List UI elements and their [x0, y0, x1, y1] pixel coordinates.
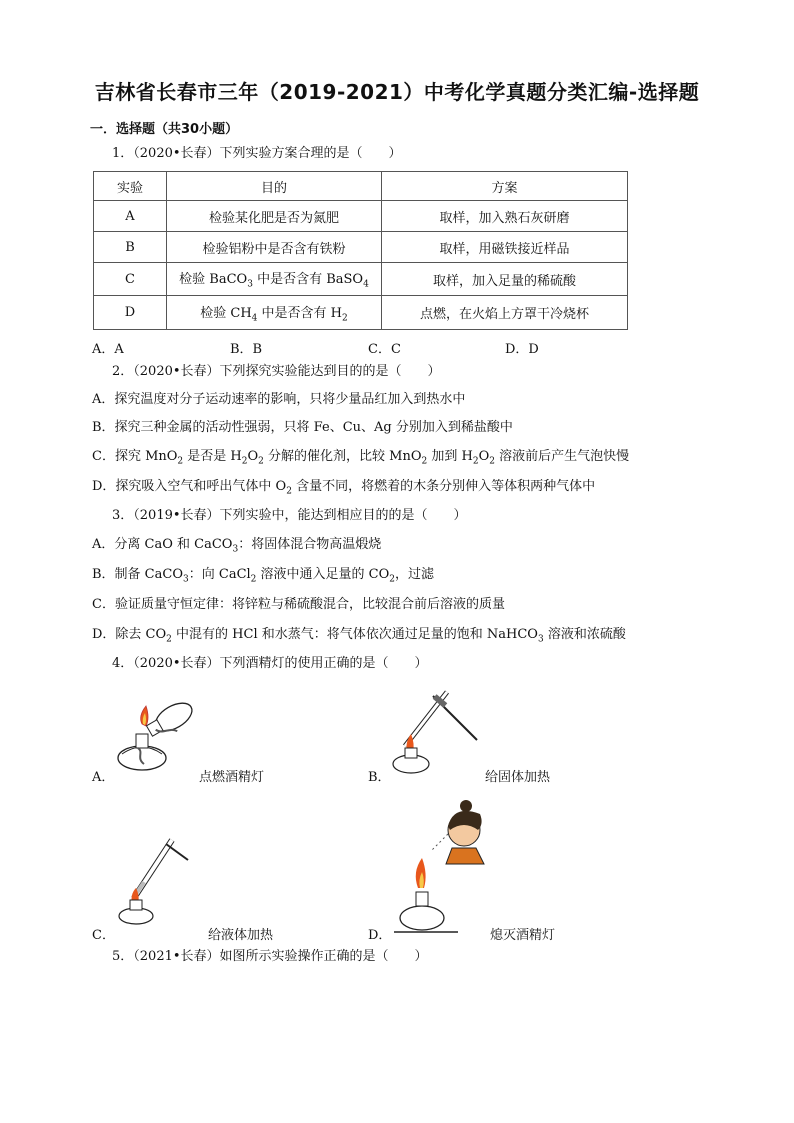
row-plan: 取样，加入熟石灰研磨	[382, 201, 628, 232]
row-plan: 取样，加入足量的稀硫酸	[382, 263, 628, 296]
q2-option-c: C．探究 MnO$_2$ 是否是 $H_2O_2$ 分解的催化剂，比较 MnO$_2$ 加到 $H_2O_2$ 溶液前后产生气泡快慢	[92, 449, 630, 467]
q1-choice-b: B．B	[230, 342, 263, 357]
q4-option-c-caption: 给液体加热	[208, 928, 274, 943]
q4-option-d-letter: D．	[368, 928, 392, 943]
heating-solid-figure	[385, 686, 485, 778]
q3-option-c: C．验证质量守恒定律：将锌粒与稀硫酸混合，比较混合前后溶液的质量	[92, 597, 505, 612]
q4-option-a-caption: 点燃酒精灯	[199, 770, 265, 785]
q2-option-a: A．探究温度对分子运动速率的影响，只将少量品红加入到热水中	[92, 392, 466, 407]
q2-stem: 2．（2020•长春）下列探究实验能达到目的的是（ ）	[112, 364, 441, 379]
section-heading: 一．选择题（共30小题）	[90, 122, 239, 137]
row-aim: 检验铝粉中是否含有铁粉	[167, 232, 382, 263]
q3-stem: 3．（2019•长春）下列实验中，能达到相应目的的是（ ）	[112, 508, 467, 523]
q4-stem: 4．（2020•长春）下列酒精灯的使用正确的是（ ）	[112, 656, 428, 671]
row-id: A	[94, 201, 167, 232]
row-id: C	[94, 263, 167, 296]
row-aim: 检验 $CH_4$ 中是否含有 $H_2$	[167, 296, 382, 330]
table-row	[94, 201, 628, 232]
row-aim: 检验某化肥是否为氮肥	[167, 201, 382, 232]
row-plan: 取样，用磁铁接近样品	[382, 232, 628, 263]
header-plan: 方案	[382, 172, 628, 201]
q1-choice-c: C．C	[368, 342, 401, 357]
q2-option-b: B．探究三种金属的活动性强弱，只将 Fe、Cu、Ag 分别加入到稀盐酸中	[92, 420, 513, 435]
row-id: B	[94, 232, 167, 263]
table-header-row	[94, 172, 628, 201]
lighting-lamp-figure	[112, 688, 202, 778]
table-row	[94, 263, 628, 296]
q1-choice-a: A．A	[92, 342, 124, 357]
q3-option-d: D．除去 $CO_2$ 中混有的 HCl 和水蒸气：将气体依次通过足量的饱和 NaHCO$_3$ 溶液和浓硫酸	[92, 627, 626, 645]
header-experiment: 实验	[94, 172, 167, 201]
q1-choice-d: D．D	[505, 342, 539, 357]
table-row	[94, 232, 628, 263]
extinguish-lamp-figure	[394, 800, 494, 940]
heating-liquid-figure	[112, 830, 202, 930]
q4-option-c-letter: C．	[92, 928, 115, 943]
row-plan: 点燃，在火焰上方罩干冷烧杯	[382, 296, 628, 330]
q2-option-d: D．探究吸入空气和呼出气体中 $O_2$ 含量不同，将燃着的木条分别伸入等体积两种气体中	[92, 479, 596, 497]
experiment-table	[93, 171, 628, 330]
q1-stem: 1．（2020•长春）下列实验方案合理的是（ ）	[112, 146, 402, 161]
row-aim: 检验 BaCO$_3$ 中是否含有 BaSO$_4$	[167, 263, 382, 296]
q5-stem: 5．（2021•长春）如图所示实验操作正确的是（ ）	[112, 949, 428, 964]
header-aim: 目的	[167, 172, 382, 201]
q4-option-b-caption: 给固体加热	[485, 770, 551, 785]
table-row	[94, 296, 628, 330]
q4-option-a-letter: A．	[92, 770, 115, 785]
q4-option-b-letter: B．	[368, 770, 391, 785]
q3-option-b: B．制备 CaCO$_3$：向 CaCl$_2$ 溶液中通入足量的 $CO_2$，过滤	[92, 567, 435, 585]
row-id: D	[94, 296, 167, 330]
q4-option-d-caption: 熄灭酒精灯	[490, 928, 556, 943]
q3-option-a: A．分离 CaO 和 CaCO$_3$：将固体混合物高温煅烧	[92, 537, 382, 555]
page-title: 吉林省长春市三年（2019-2021）中考化学真题分类汇编-选择题	[94, 80, 700, 104]
